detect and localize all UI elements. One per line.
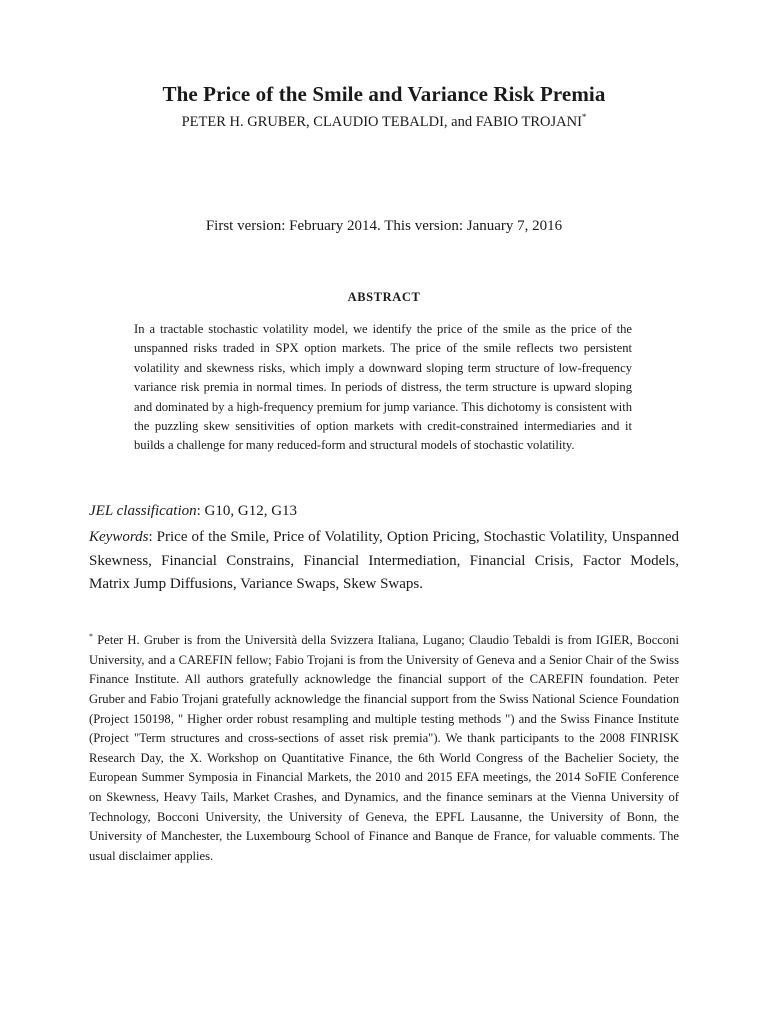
version-dates: First version: February 2014. This version: January 7, 2016 xyxy=(205,218,563,234)
keywords-label: Keywords xyxy=(89,529,149,545)
keywords xyxy=(89,526,679,597)
author-footnote xyxy=(89,627,679,866)
jel-label: JEL classification xyxy=(89,503,197,519)
footnote-mark: * xyxy=(89,632,93,641)
author-names: PETER H. GRUBER, CLAUDIO TEBALDI, and FABIO TROJANI xyxy=(181,113,582,130)
abstract-heading: ABSTRACT xyxy=(347,290,421,304)
author-footnote-mark: * xyxy=(581,112,587,122)
jel-classification xyxy=(89,503,679,520)
jel-codes: : G10, G12, G13 xyxy=(196,503,298,519)
author-line xyxy=(0,112,768,131)
abstract-text: In a tractable stochastic volatility model, we identify the price of the smile as the price of the unspanned risks traded in SPX option markets. The price of the smile reflects two persistent volatility and skewness risks, which imply a downward sloping term structure of low-frequency variance risk premia in normal times. In periods of distress, the term structure is upward sloping and dominated by a high-frequency premium for jump variance. This dichotomy is consistent with the puzzling skew sensitivities of option markets with credit-constrained intermediaries and it builds a challenge for many reduced-form and structural models of stochastic volatility. xyxy=(134,322,632,453)
paper-title: The Price of the Smile and Variance Risk Premia xyxy=(162,82,606,106)
footnote-text: Peter H. Gruber is from the Università della Svizzera Italiana, Lugano; Claudio Tebaldi is from IGIER, Bocconi University, and a CAREFIN fellow; Fabio Trojani is from the University of Geneva and a Senior Chair of the Swiss Finance Institute. All authors gratefully acknowledge the financial support of the CAREFIN foundation. Peter Gruber and Fabio Trojani gratefully acknowledge the financial support from the Swiss National Science Foundation (Project 150198, " Higher order robust resampling and multiple testing methods ") and the Swiss Finance Institute (Project "Term structures and cross-sections of asset risk premia"). We thank participants to the 2008 FINRISK Research Day, the X. Workshop on Quantitative Finance, the 6th World Congress of the Bachelier Society, the European Summer Symposia in Financial Markets, the 2010 and 2015 EFA meetings, the 2014 SoFIE Conference on Skewness, Heavy Tails, Market Crashes, and Dynamics, and the finance seminars at the Vienna University of Technology, Bocconi University, the University of Geneva, the EPFL Lausanne, the University of Bonn, the University of Manchester, the Luxembourg School of Finance and Banque de France, for valuable comments. The usual disclaimer applies. xyxy=(89,633,679,863)
keywords-list: : Price of the Smile, Price of Volatility, Option Pricing, Stochastic Volatility, Unspanned Skewness, Financial Constrains, Financial Intermediation, Financial Crisis, Factor Models, Matrix Jump Diffusions, Variance Swaps, Skew Swaps. xyxy=(89,529,679,592)
